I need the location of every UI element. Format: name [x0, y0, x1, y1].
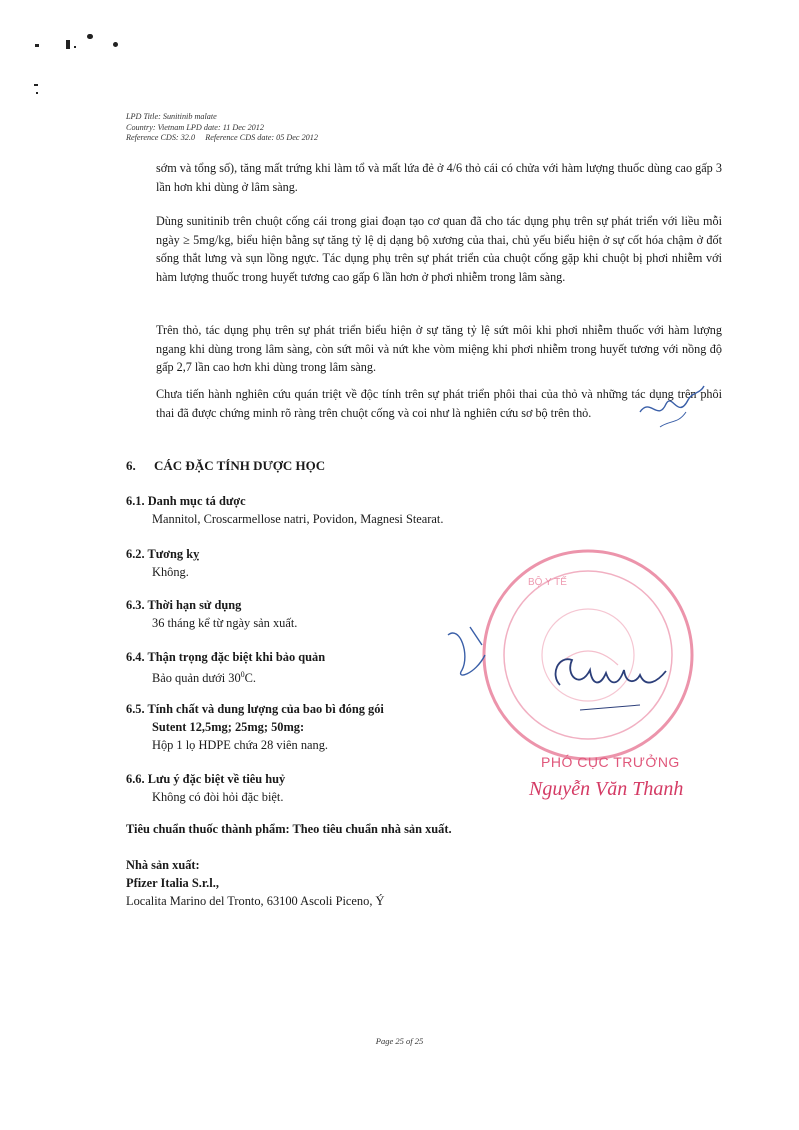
scan-speck	[34, 84, 38, 86]
handwritten-signature	[440, 615, 680, 725]
subsection-heading: 6.1. Danh mục tá dược	[126, 494, 246, 508]
section-number: 6.	[126, 458, 136, 473]
section-title: CÁC ĐẶC TÍNH DƯỢC HỌC	[154, 458, 326, 473]
manufacturer-name: Pfizer Italia S.r.l.,	[126, 876, 219, 890]
scan-speck	[74, 46, 76, 48]
subsection-body: Không.	[152, 565, 189, 579]
paragraph-rat-study: Dùng sunitinib trên chuột cống cái trong giai đoạn tạo cơ quan đã cho tác dụng phụ trên sự phát triển với liều mỗi ngày ≥ 5mg/kg, biểu hiện bằng sự tăng tỷ lệ dị dạng bộ xương của thai, chủ yếu biểu hiện ở sự cốt hóa chậm ở đốt sống thắt lưng và sụn lồng ngực. Tác dụng phụ trên sự phát triển của chuột cống gặp khi chuột bị phơi nhiễm với hàm lượng thuốc trong huyết tương cao gấp 6 lần hơn ở phơi nhiễm trong lâm sàng.	[156, 214, 722, 284]
subsection-body: Không có đòi hỏi đặc biệt.	[152, 790, 284, 804]
scan-speck	[66, 40, 70, 49]
subsection-body: Mannitol, Croscarmellose natri, Povidon, Magnesi Stearat.	[152, 512, 444, 526]
scan-speck	[113, 42, 118, 47]
finished-product-standard: Tiêu chuẩn thuốc thành phẩm: Theo tiêu chuẩn nhà sản xuất.	[126, 822, 452, 836]
subsection-excipients	[126, 492, 506, 528]
subsection-heading: 6.2. Tương kỵ	[126, 547, 200, 561]
stamp-title: PHÓ CỤC TRƯỞNG	[541, 754, 680, 770]
document-header	[126, 112, 318, 144]
header-country-date: Country: Vietnam LPD date: 11 Dec 2012	[126, 122, 264, 132]
subsection-body: Hộp 1 lọ HDPE chứa 28 viên nang.	[152, 738, 329, 752]
subsection-body: Bảo quản dưới $30^0C$.	[152, 670, 257, 686]
scan-speck	[35, 44, 39, 47]
subsection-heading: 6.5. Tính chất và dung lượng của bao bì đóng gói	[126, 702, 384, 716]
header-title: LPD Title: Sunitinib malate	[126, 112, 217, 121]
subsection-body: 36 tháng kể từ ngày sản xuất.	[152, 616, 298, 630]
manufacturer-label: Nhà sản xuất:	[126, 858, 200, 872]
scan-speck	[36, 92, 38, 94]
paragraph-preliminary-study: Chưa tiến hành nghiên cứu quán triệt về độc tính trên sự phát triển phôi thai của thỏ và những tác dụng trên phôi thai đã được chứng minh rõ ràng trên chuột cống và coi như là nghiên cứu sơ bộ trên thỏ.	[156, 387, 722, 420]
subsection-heading: 6.4. Thận trọng đặc biệt khi bảo quản	[126, 650, 326, 664]
subsection-heading: 6.6. Lưu ý đặc biệt về tiêu huỷ	[126, 772, 286, 786]
manufacturer-address: Localita Marino del Tronto, 63100 Ascoli Piceno, Ý	[126, 894, 385, 908]
section-heading	[126, 458, 325, 474]
stamp-name: Nguyễn Văn Thanh	[529, 778, 684, 800]
scan-speck	[87, 34, 93, 39]
manufacturer-block	[126, 856, 384, 910]
subsection-heading: 6.3. Thời hạn sử dụng	[126, 598, 242, 612]
page-number: Page 25 of 25	[375, 1036, 424, 1046]
paragraph-rabbit-study: Trên thỏ, tác dụng phụ trên sự phát triển biểu hiện ở sự tăng tỷ lệ sứt môi khi phơi nhiễm thuốc với hàm lượng ngang khi dùng trong lâm sàng, còn sứt môi và nứt khe vòm miệng khi phơi nhiễm trong huyết tương với nồng độ gấp 2,7 lần cao hơn khi dùng trong lâm sàng.	[156, 323, 722, 374]
paragraph-continuation: sớm và tổng số), tăng mất trứng khi làm tổ và mất lứa đẻ ở 4/6 thỏ cái có chửa với hàm lượng thuốc dùng cao gấp 3 lần hơn khi dùng ở lâm sàng.	[156, 161, 722, 194]
subsection-strengths: Sutent 12,5mg; 25mg; 50mg:	[152, 720, 305, 734]
seal-text: BỘ Y TẾ	[528, 577, 567, 588]
header-reference: Reference CDS: 32.0 Reference CDS date: 05 Dec 2012	[126, 133, 318, 142]
initials-mark	[630, 382, 710, 432]
subsection-disposal	[126, 770, 506, 806]
